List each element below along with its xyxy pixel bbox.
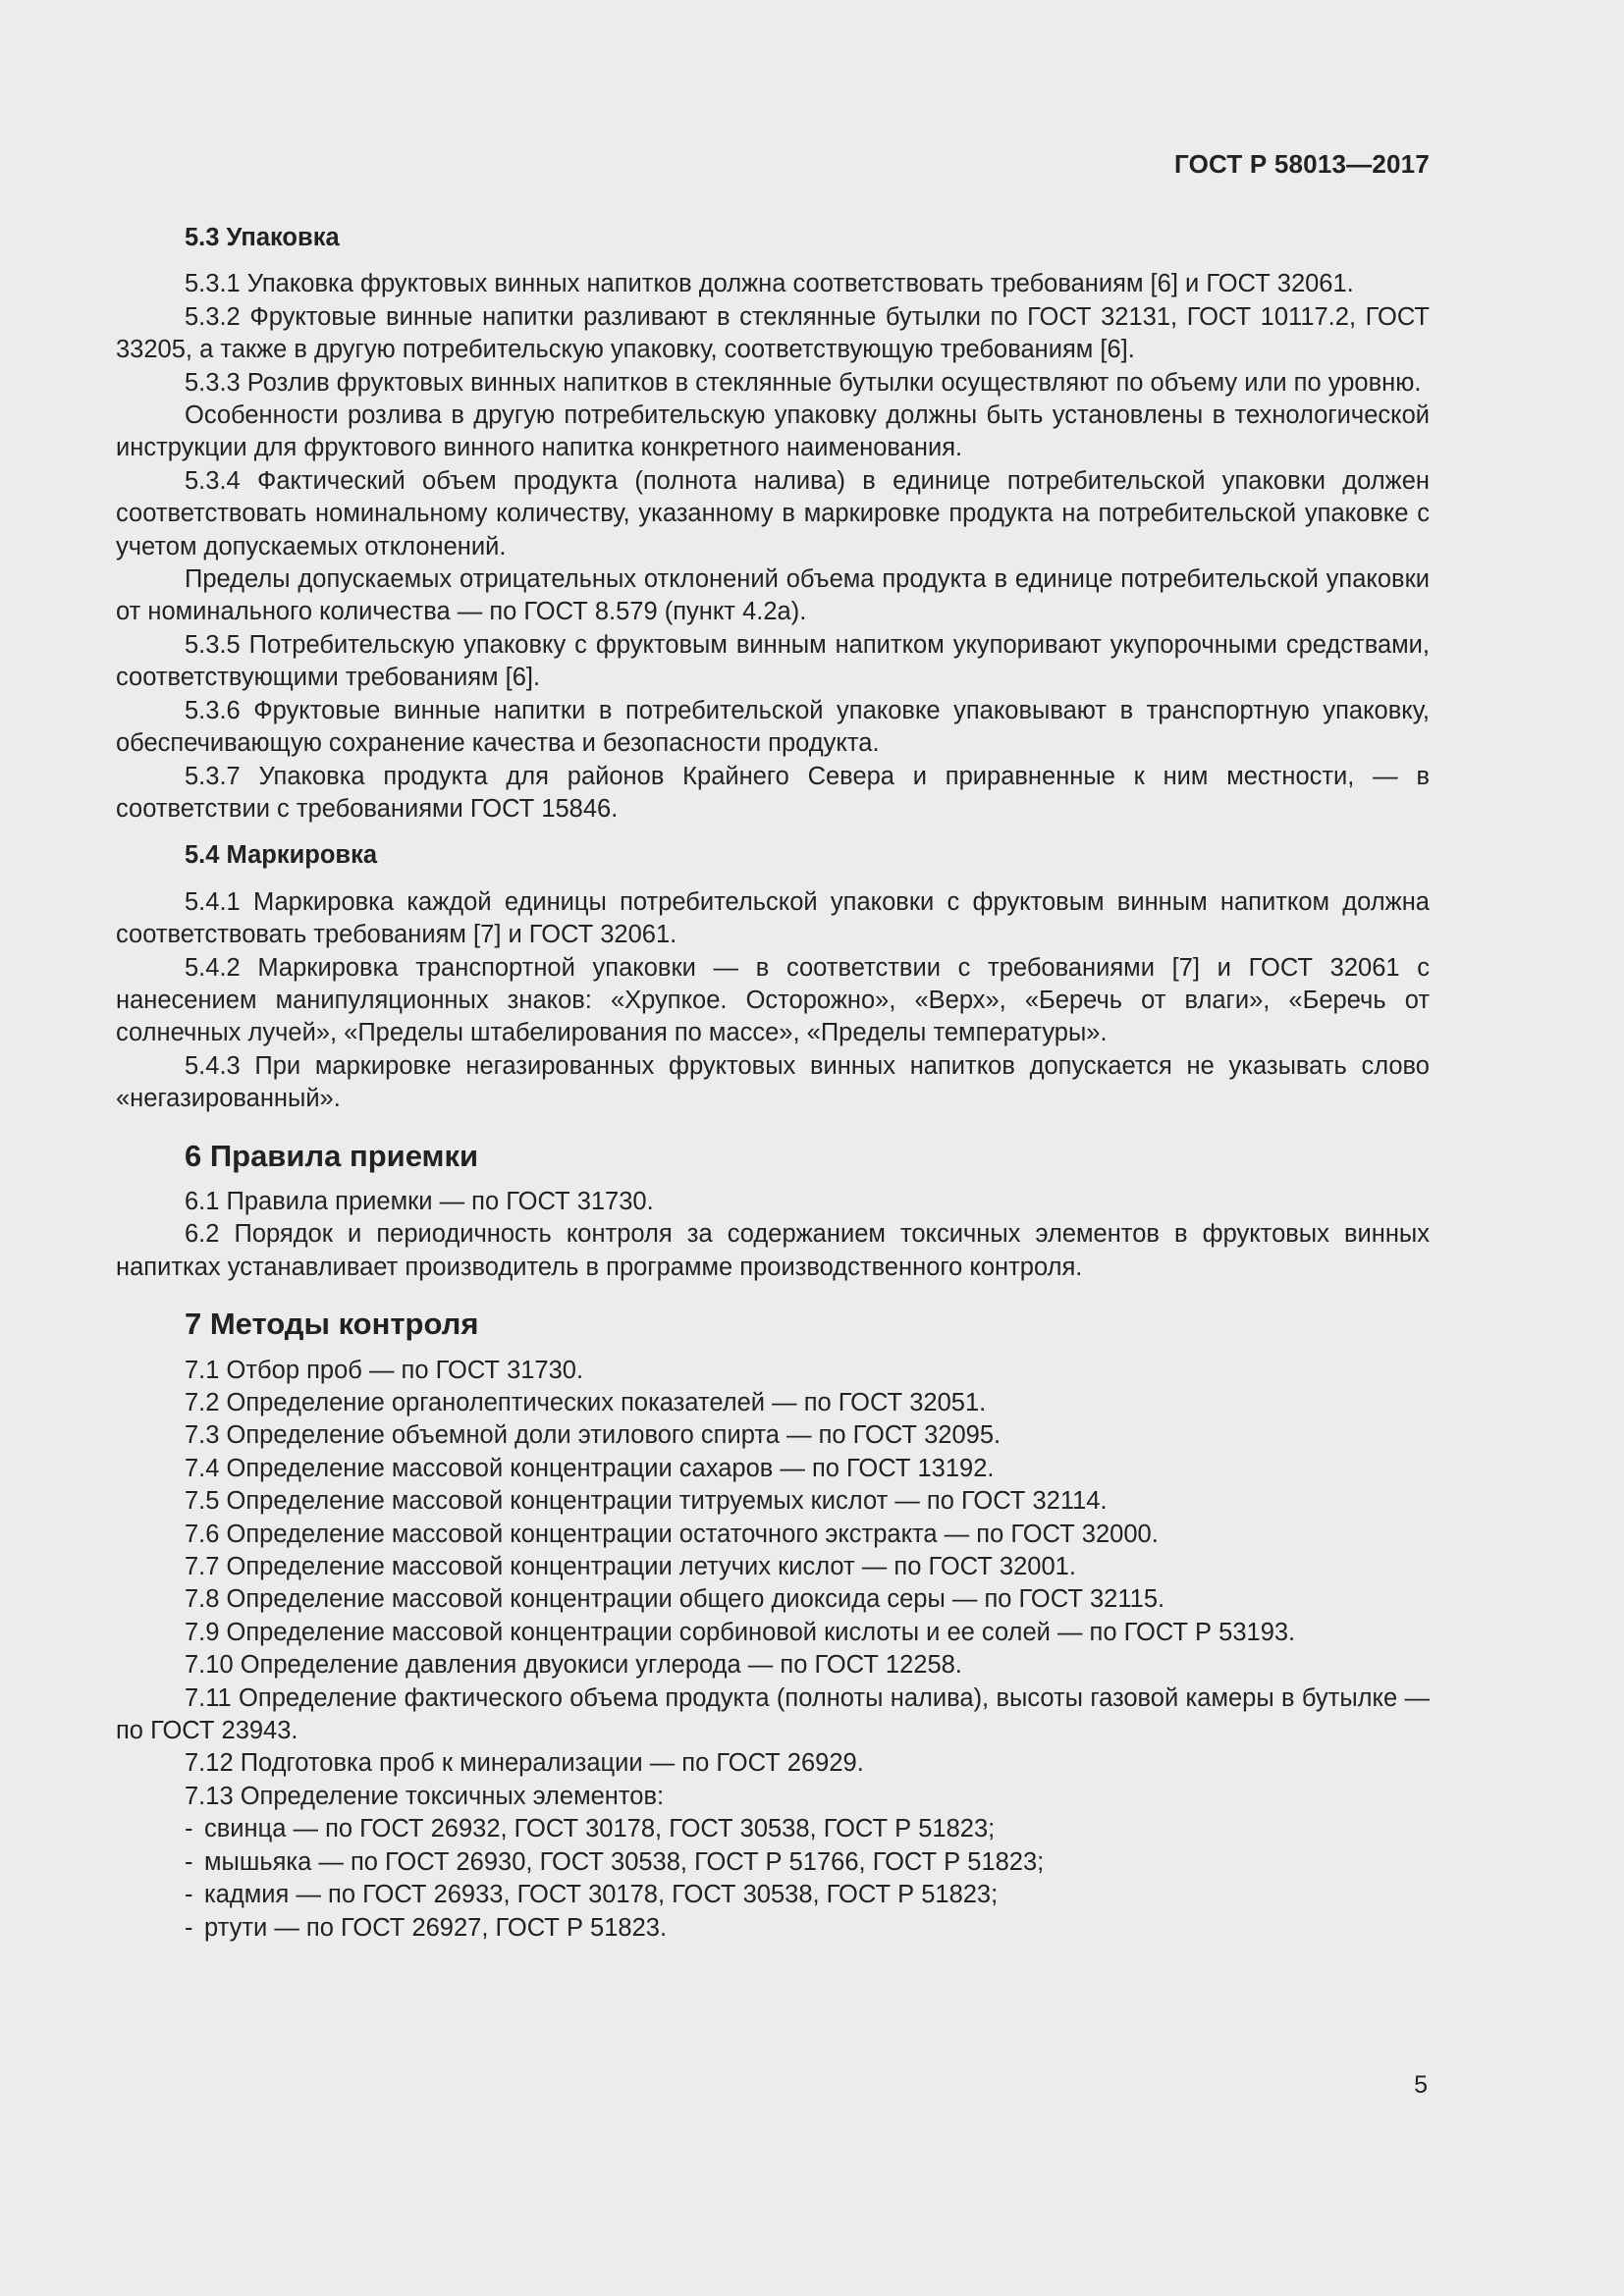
toxic-list-item-arsenic <box>116 1846 1430 1879</box>
item-7-13: 7.13 Определение токсичных элементов: <box>185 1782 665 1810</box>
page-number: 5 <box>1414 2071 1428 2099</box>
section-5-4-title: 5.4 Маркировка <box>185 841 378 870</box>
item-7-1: 7.1 Отбор проб — по ГОСТ 31730. <box>185 1356 584 1384</box>
paragraph-5-3-5: 5.3.5 Потребительскую упаковку с фруктовым винным напитком укупоривают укупорочными средствами, соответствующими требованиям [6]. <box>116 630 1430 692</box>
document-code: ГОСТ Р 58013—2017 <box>1174 149 1430 179</box>
paragraph-5-4-3: 5.4.3 При маркировке негазированных фруктовых винных напитков допускается не указывать слово «негазированный». <box>116 1051 1430 1113</box>
item-7-5: 7.5 Определение массовой концентрации титруемых кислот — по ГОСТ 32114. <box>185 1487 1108 1516</box>
paragraph-5-3-2: 5.3.2 Фруктовые винные напитки разливают в стеклянные бутылки по ГОСТ 32131, ГОСТ 10117.2, ГОСТ 33205, а также в другую потребительскую упаковку, соответствующую требованиям [6]. <box>116 302 1430 364</box>
section-7-title: 7 Методы контроля <box>185 1307 479 1342</box>
paragraph-5-4-2: 5.4.2 Маркировка транспортной упаковки — в соответствии с требованиями [7] и ГОСТ 32061 с нанесением манипуляционных знаков: «Хрупкое. Осторожно», «Верх», «Беречь от влаги», «Беречь от солнечных лучей», «Пределы штабелирования по массе», «Пределы температуры». <box>116 953 1430 1047</box>
paragraph-5-3-4-limits: Пределы допускаемых отрицательных отклонений объема продукта в единице потребительской упаковки от номинального количества — по ГОСТ 8.579 (пункт 4.2а). <box>116 565 1430 626</box>
toxic-mercury-text: ртути — по ГОСТ 26927, ГОСТ Р 51823. <box>204 1913 668 1942</box>
section-5-3-title: 5.3 Упаковка <box>185 224 340 251</box>
item-7-12: 7.12 Подготовка проб к минерализации — по ГОСТ 26929. <box>185 1749 864 1778</box>
section-6-title: 6 Правила приемки <box>185 1138 479 1173</box>
item-7-2: 7.2 Определение органолептических показателей — по ГОСТ 32051. <box>185 1389 987 1416</box>
list-dash: - <box>185 1815 193 1843</box>
page-content <box>116 222 1430 1945</box>
paragraph-5-4-1: 5.4.1 Маркировка каждой единицы потребительской упаковки с фруктовым винным напитком должна соответствовать требованиям [7] и ГОСТ 32061. <box>116 887 1430 949</box>
item-7-6: 7.6 Определение массовой концентрации остаточного экстракта — по ГОСТ 32000. <box>185 1520 1159 1548</box>
paragraph-6-2: 6.2 Порядок и периодичность контроля за содержанием токсичных элементов в фруктовых винных напитках устанавливает производитель в программе производственного контроля. <box>116 1220 1430 1281</box>
item-7-8: 7.8 Определение массовой концентрации общего диоксида серы — по ГОСТ 32115. <box>185 1585 1165 1614</box>
toxic-lead-text: свинца — по ГОСТ 26932, ГОСТ 30178, ГОСТ 30538, ГОСТ Р 51823; <box>204 1815 996 1843</box>
toxic-list-item-cadmium <box>116 1879 1430 1911</box>
paragraph-5-3-7: 5.3.7 Упаковка продукта для районов Крайнего Севера и приравненные к ним местности, — в соответствии с требованиями ГОСТ 15846. <box>116 762 1430 823</box>
paragraph-5-3-4: 5.3.4 Фактический объем продукта (полнота налива) в единице потребительской упаковки должен соответствовать номинальному количеству, указанному в маркировке продукта на потребительской упаковке с учетом допускаемых отклонений. <box>116 466 1430 561</box>
item-7-4: 7.4 Определение массовой концентрации сахаров — по ГОСТ 13192. <box>185 1454 995 1482</box>
toxic-arsenic-text: мышьяка — по ГОСТ 26930, ГОСТ 30538, ГОСТ Р 51766, ГОСТ Р 51823; <box>204 1847 1045 1876</box>
paragraph-5-3-3-note: Особенности розлива в другую потребительскую упаковку должны быть установлены в технологической инструкции для фруктового винного напитка конкретного наименования. <box>116 401 1430 462</box>
item-7-10: 7.10 Определение давления двуокиси углерода — по ГОСТ 12258. <box>185 1651 962 1680</box>
toxic-list-item-lead <box>116 1813 1430 1845</box>
list-dash: - <box>185 1881 193 1909</box>
list-dash: - <box>185 1913 193 1942</box>
paragraph-6-1: 6.1 Правила приемки — по ГОСТ 31730. <box>185 1187 654 1215</box>
paragraph-5-3-6: 5.3.6 Фруктовые винные напитки в потребительской упаковке упаковывают в транспортную упаковку, обеспечивающую сохранение качества и безопасности продукта. <box>116 696 1430 758</box>
toxic-list-item-mercury <box>116 1912 1430 1945</box>
toxic-cadmium-text: кадмия — по ГОСТ 26933, ГОСТ 30178, ГОСТ 30538, ГОСТ Р 51823; <box>204 1881 999 1909</box>
paragraph-5-3-1: 5.3.1 Упаковка фруктовых винных напитков должна соответствовать требованиям [6] и ГОСТ 32061. <box>185 270 1354 298</box>
paragraph-5-3-3: 5.3.3 Розлив фруктовых винных напитков в стеклянные бутылки осуществляют по объему или по уровню. <box>185 368 1422 397</box>
item-7-7: 7.7 Определение массовой концентрации летучих кислот — по ГОСТ 32001. <box>185 1553 1076 1581</box>
item-7-11: 7.11 Определение фактического объема продукта (полноты налива), высоты газовой камеры в бутылке — по ГОСТ 23943. <box>116 1683 1430 1745</box>
item-7-3: 7.3 Определение объемной доли этилового спирта — по ГОСТ 32095. <box>185 1421 1001 1450</box>
list-dash: - <box>185 1847 193 1876</box>
item-7-9: 7.9 Определение массовой концентрации сорбиновой кислоты и ее солей — по ГОСТ Р 53193. <box>185 1618 1296 1646</box>
